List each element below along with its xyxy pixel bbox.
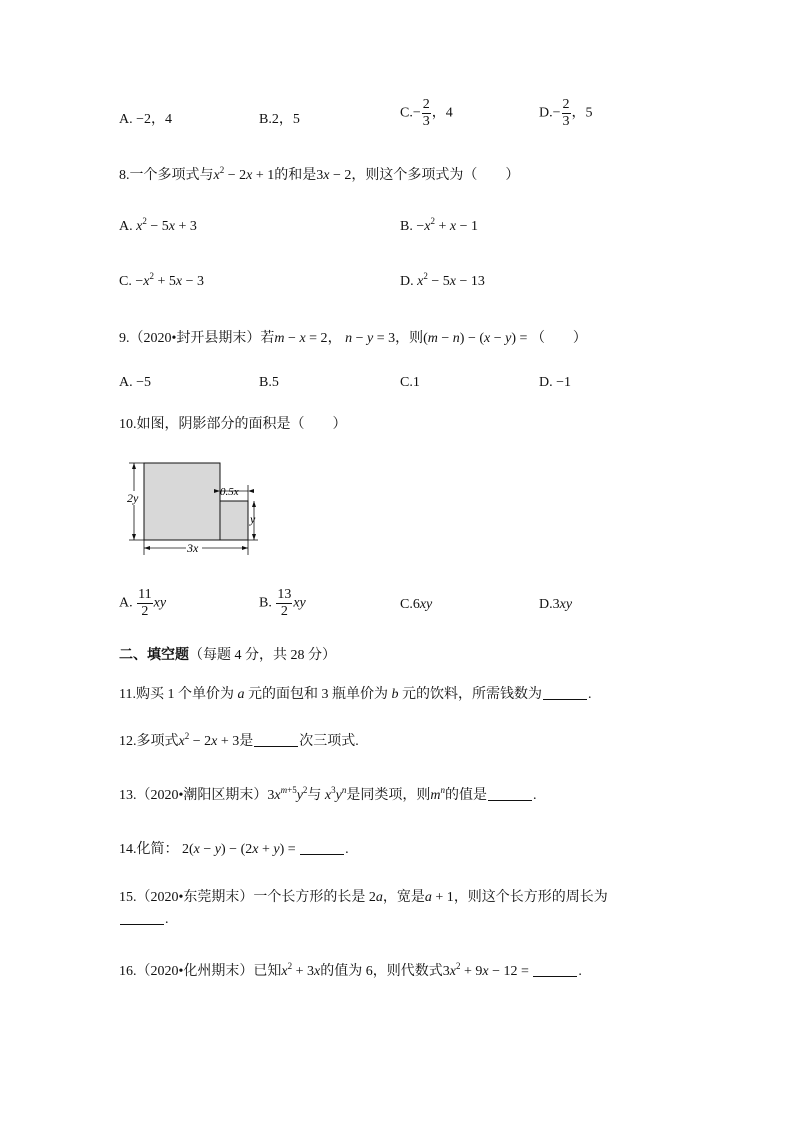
q10-option-b: B. $\frac{13}{2}$ xy [259,587,306,619]
answer-blank[interactable] [488,799,532,801]
q8-option-d: D. $x^2 - 5x - 13$ [400,271,485,289]
q14: 14.化简： 2(x − y) − (2x + y) = . [119,842,349,857]
q15-answer-line: . [119,912,169,928]
section-heading: 二、填空题（每题 4 分，共 28 分） [119,648,336,663]
q8-stem: 8.一个多项式与$x^2 - 2x + 1$的和是3x − 2，则这个多项式为（ ） [119,165,520,183]
answer-blank[interactable] [300,853,344,855]
q11: 11.购买 1 个单价为 a 元的面包和 3 瓶单价为 b 元的饮料，所需钱数为 . [119,687,592,702]
q7-option-c: C.− $\frac{2}{3}$ ，4 [400,97,453,129]
q13: 13.（2020•潮阳区期末）$3x^{m+5}y^2$与 $x^3y^n$是同类项，则$m^n$的值是 . [119,785,537,803]
fraction: $\frac{2}{3}$ [562,97,570,129]
q8-option-b: B. $-x^2 + x - 1$ [400,216,478,234]
q9-option-b: B.5 [259,375,279,390]
fraction: $\frac{2}{3}$ [422,97,430,129]
fraction: $\frac{13}{2}$ [277,587,292,619]
q7-option-a: A. −2，4 [119,112,173,127]
answer-blank[interactable] [254,745,298,747]
q7-option-b: B.2，5 [259,112,300,127]
label-y: y [250,512,256,526]
answer-blank[interactable] [543,698,587,700]
q9-option-a: A. −5 [119,375,152,390]
q10-option-d: D.3xy [539,597,573,612]
q12: 12.多项式$x^2 - 2x + 3$是 次三项式. [119,731,359,749]
answer-blank[interactable] [533,975,577,977]
label-3x: 3x [187,541,199,555]
label-0.5x: 0.5x [220,486,239,498]
label-2y: 2y [127,491,139,505]
fraction: $\frac{11}{2}$ [138,587,152,619]
small-shaded-rect [220,501,248,540]
q8-option-a: A. $x^2 - 5x + 3$ [119,216,197,234]
q9-option-c: C.1 [400,375,420,390]
q10-option-c: C.6xy [400,597,433,612]
answer-blank[interactable] [120,923,164,925]
q10-stem: 10.如图，阴影部分的面积是（ ） [119,417,347,432]
q9-option-d: D. −1 [539,375,572,390]
q9-stem: 9.（2020•封开县期末）若m − x = 2， n − y = 3，则(m − n) − (x − y) = （ ） [119,331,587,346]
q10-figure [124,455,264,559]
q7-option-d: D.− $\frac{2}{3}$ ，5 [539,97,593,129]
q10-option-a: A. $\frac{11}{2}$ xy [119,587,167,619]
q8-option-c: C. $-x^2 + 5x - 3$ [119,271,204,289]
q16: 16.（2020•化州期末）已知$x^2 + 3x$的值为 6，则代数式$3x^2 + 9x - 12$ = . [119,961,582,979]
q15: 15.（2020•东莞期末）一个长方形的长是 2a，宽是a + 1，则这个长方形的周长为 [119,890,608,905]
large-shaded-square [144,463,220,540]
